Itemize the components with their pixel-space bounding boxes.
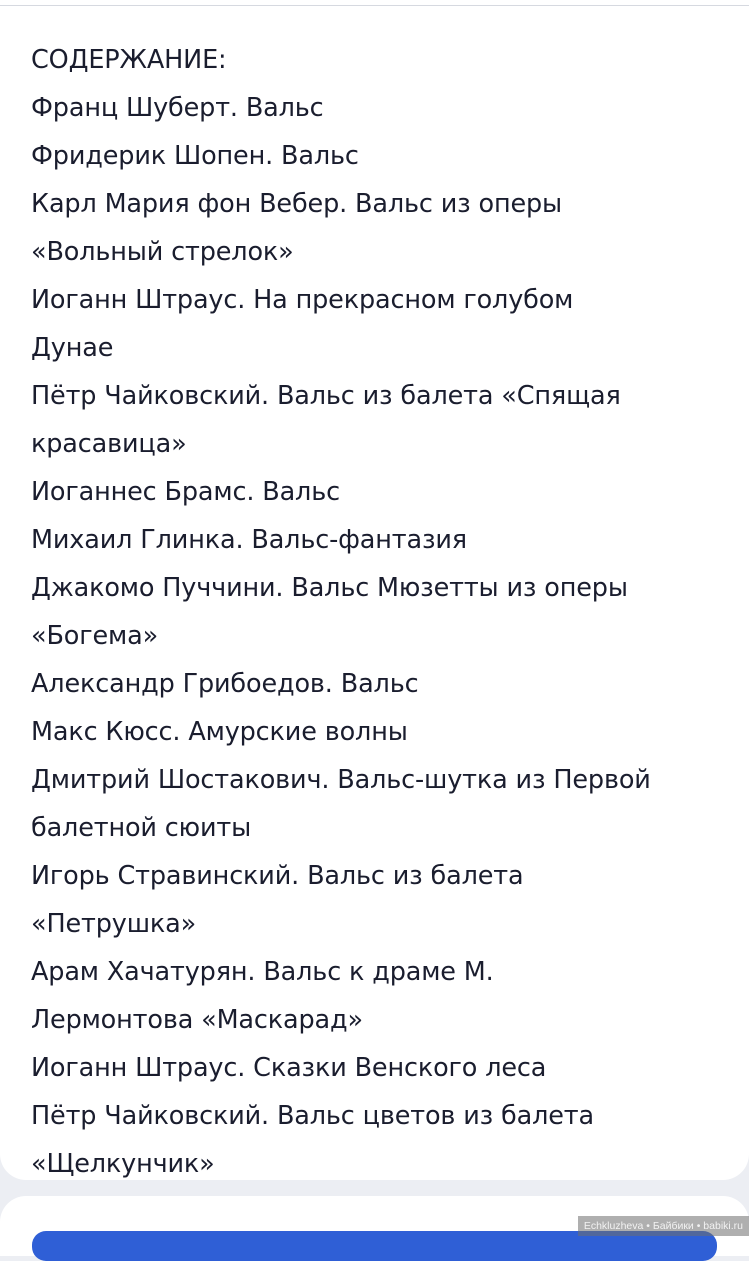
contents-card xyxy=(0,6,749,1180)
contents-line: «Петрушка» xyxy=(31,900,731,948)
contents-line: Макс Кюсс. Амурские волны xyxy=(31,708,731,756)
contents-line: красавица» xyxy=(31,420,731,468)
contents-line: Карл Мария фон Вебер. Вальс из оперы xyxy=(31,180,731,228)
contents-line: Михаил Глинка. Вальс-фантазия xyxy=(31,516,731,564)
contents-line: Арам Хачатурян. Вальс к драме М. xyxy=(31,948,731,996)
contents-line: Дмитрий Шостакович. Вальс-шутка из Первой xyxy=(31,756,731,804)
contents-line: Александр Грибоедов. Вальс xyxy=(31,660,731,708)
contents-line: «Щелкунчик» xyxy=(31,1140,731,1188)
contents-line: Иоганнес Брамс. Вальс xyxy=(31,468,731,516)
contents-line: Лермонтова «Маскарад» xyxy=(31,996,731,1044)
contents-line: Фридерик Шопен. Вальс xyxy=(31,132,731,180)
contents-line: «Вольный стрелок» xyxy=(31,228,731,276)
contents-line: Пётр Чайковский. Вальс из балета «Спящая xyxy=(31,372,731,420)
contents-line: Иоганн Штраус. Сказки Венского леса xyxy=(31,1044,731,1092)
contents-heading: СОДЕРЖАНИЕ: xyxy=(31,36,731,84)
contents-line: «Богема» xyxy=(31,612,731,660)
watermark: Echkluzheva • Байбики • babiki.ru xyxy=(578,1216,749,1236)
contents-line: балетной сюиты xyxy=(31,804,731,852)
contents-line: Джакомо Пуччини. Вальс Мюзетты из оперы xyxy=(31,564,731,612)
contents-line: Дунае xyxy=(31,324,731,372)
contents-line: Иоганн Штраус. На прекрасном голубом xyxy=(31,276,731,324)
contents-line: Игорь Стравинский. Вальс из балета xyxy=(31,852,731,900)
contents-line: Франц Шуберт. Вальс xyxy=(31,84,731,132)
contents-text xyxy=(31,36,731,1188)
contents-line: Пётр Чайковский. Вальс цветов из балета xyxy=(31,1092,731,1140)
